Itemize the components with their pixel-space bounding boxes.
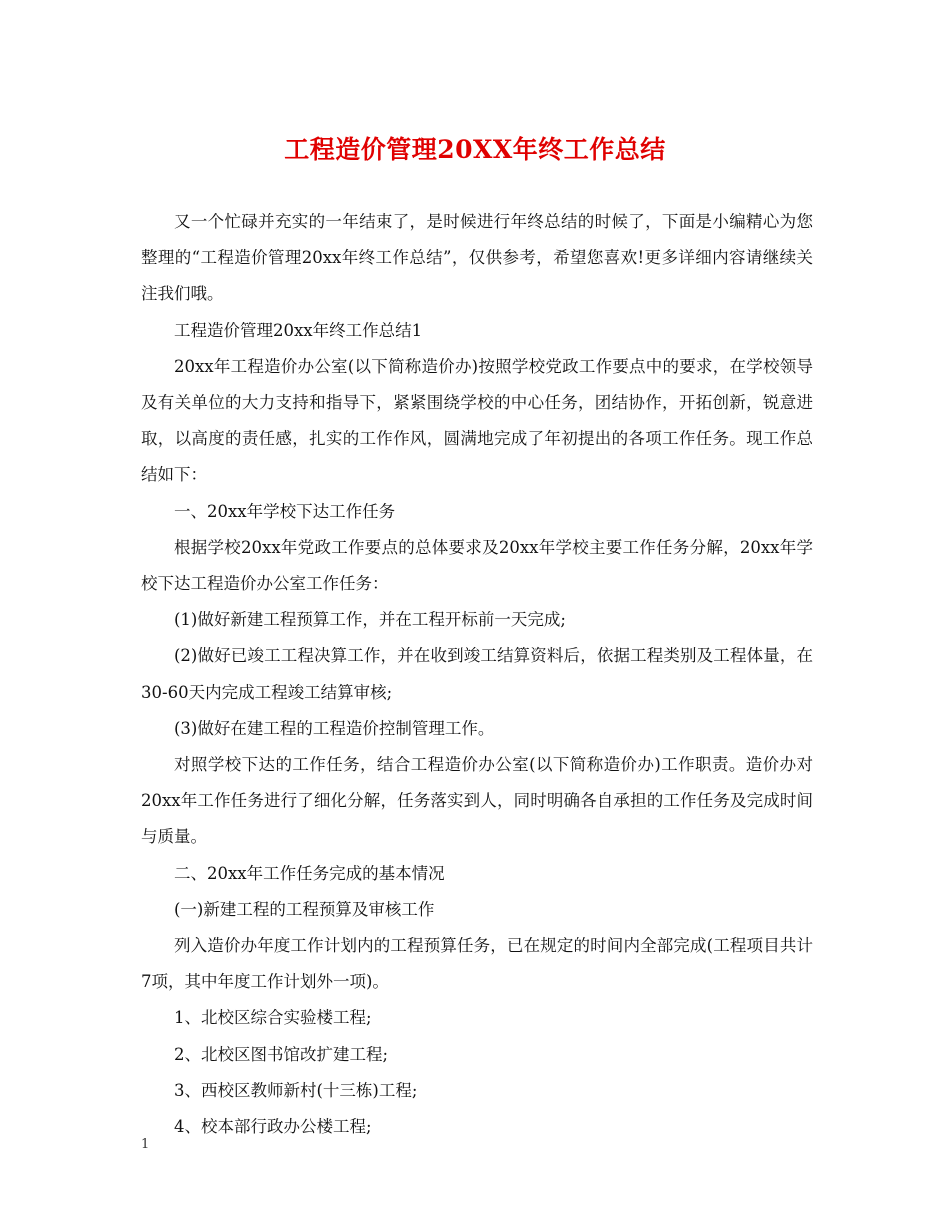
section-heading-summary-1: 工程造价管理20xx年终工作总结1: [174, 320, 423, 340]
budget-paragraph: 列入造价办年度工作计划内的工程预算任务，已在规定的时间内全部完成(工程项目共计7项，其中年度工作计划外一项)。: [141, 936, 813, 992]
document-title: 工程造价管理20XX年终工作总结: [284, 135, 666, 164]
task-item-3: (3)做好在建工程的工程造价控制管理工作。: [174, 718, 495, 738]
project-item-3: 3、西校区教师新村(十三栋)工程;: [174, 1080, 418, 1100]
task-item-2: (2)做好已竣工工程决算工作，并在收到竣工结算资料后，依据工程类别及工程体量，在30-60天内完成工程竣工结算审核;: [141, 646, 813, 702]
responsibility-paragraph: 对照学校下达的工作任务，结合工程造价办公室(以下简称造价办)工作职责。造价办对20xx年工作任务进行了细化分解，任务落实到人，同时明确各自承担的工作任务及完成时间与质量。: [141, 755, 813, 847]
section-heading-completion: 二、20xx年工作任务完成的基本情况: [174, 863, 445, 883]
project-item-1: 1、北校区综合实验楼工程;: [174, 1008, 372, 1028]
task-item-1: (1)做好新建工程预算工作，并在工程开标前一天完成;: [174, 610, 566, 630]
overview-paragraph: 20xx年工程造价办公室(以下简称造价办)按照学校党政工作要点中的要求，在学校领导及有关单位的大力支持和指导下，紧紧围绕学校的中心任务，团结协作，开拓创新，锐意进取，以高度的责任感，扎实的工作作风，圆满地完成了年初提出的各项工作任务。现工作总结如下：: [141, 356, 813, 485]
project-item-2: 2、北校区图书馆改扩建工程;: [174, 1044, 389, 1064]
section-heading-tasks: 一、20xx年学校下达工作任务: [174, 501, 396, 521]
tasks-paragraph: 根据学校20xx年党政工作要点的总体要求及20xx年学校主要工作任务分解，20xx年学校下达工程造价办公室工作任务：: [141, 537, 813, 594]
subsection-heading-budget: (一)新建工程的工程预算及审核工作: [174, 899, 435, 919]
document-body: [141, 204, 813, 1145]
project-item-4: 4、校本部行政办公楼工程;: [174, 1117, 372, 1137]
intro-paragraph: 又一个忙碌并充实的一年结束了，是时候进行年终总结的时候了，下面是小编精心为您整理的“工程造价管理20xx年终工作总结”，仅供参考，希望您喜欢!更多详细内容请继续关注我们哦。: [141, 212, 813, 304]
page-number: 1: [141, 1137, 150, 1152]
